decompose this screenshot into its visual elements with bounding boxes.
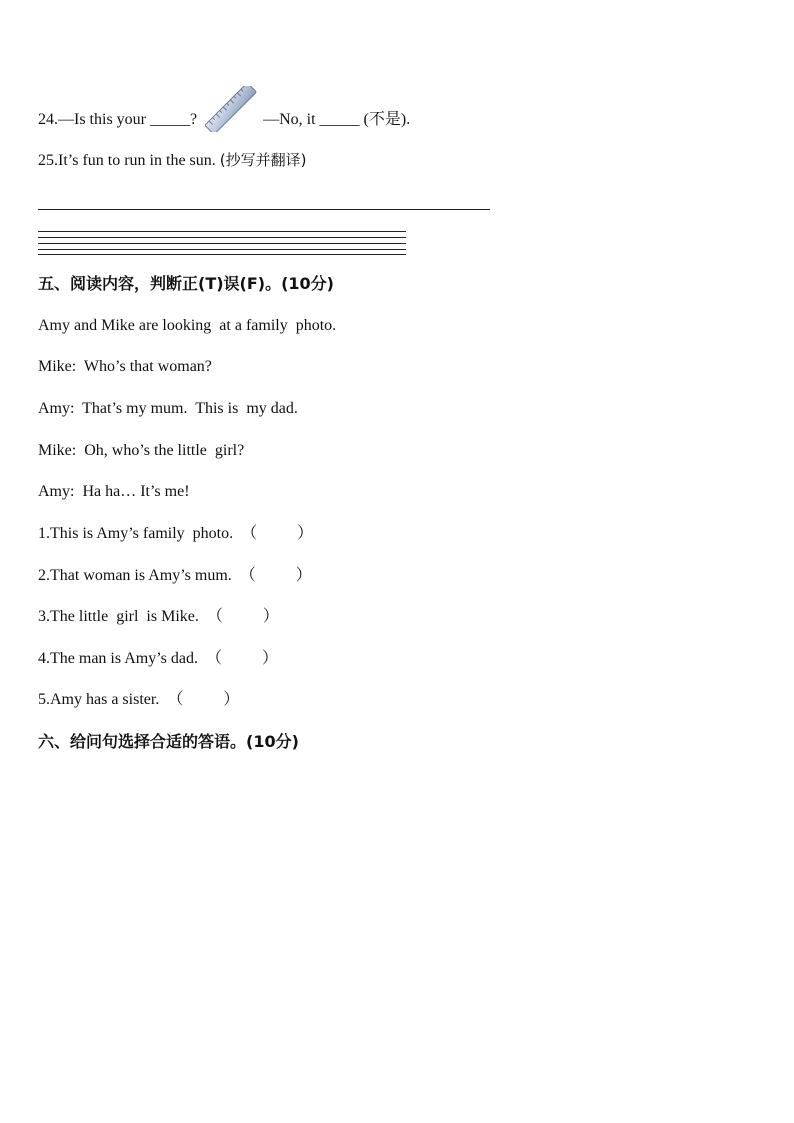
answer-blank[interactable]: （ ） bbox=[241, 525, 314, 542]
section-6-heading: 六、给问句选择合适的答语。(10分) bbox=[38, 732, 299, 751]
statement-2 bbox=[38, 566, 312, 586]
writing-line[interactable] bbox=[38, 209, 490, 210]
passage-line: Mike: Oh, who’s the little girl? bbox=[38, 442, 245, 459]
writing-line[interactable] bbox=[38, 243, 406, 244]
statement-text: 3.The little girl is Mike. bbox=[38, 608, 199, 625]
statement-3 bbox=[38, 607, 279, 627]
statement-text: 5.Amy has a sister. bbox=[38, 691, 160, 708]
passage-line: Amy and Mike are looking at a family photo. bbox=[38, 317, 337, 334]
statement-text: 2.That woman is Amy’s mum. bbox=[38, 567, 232, 584]
writing-line[interactable] bbox=[38, 231, 406, 232]
statement-1 bbox=[38, 524, 313, 544]
writing-line[interactable] bbox=[38, 249, 406, 250]
statement-text: 4.The man is Amy’s dad. bbox=[38, 650, 198, 667]
passage-line: Amy: Ha ha… It’s me! bbox=[38, 483, 190, 500]
answer-blank[interactable]: （ ） bbox=[206, 608, 279, 625]
section-5-heading: 五、阅读内容，判断正(T)误(F)。(10分) bbox=[38, 274, 334, 293]
question-24 bbox=[38, 110, 410, 130]
passage-line: Mike: Who’s that woman? bbox=[38, 358, 212, 375]
answer-blank[interactable]: （ ） bbox=[167, 691, 240, 708]
question-25-instruction: (抄写并翻译) bbox=[219, 151, 307, 169]
statement-5 bbox=[38, 690, 239, 710]
question-25 bbox=[38, 150, 306, 171]
question-24-prompt: 24.—Is this your _____? bbox=[38, 111, 198, 128]
statement-text: 1.This is Amy’s family photo. bbox=[38, 525, 234, 542]
passage-line: Amy: That’s my mum. This is my dad. bbox=[38, 400, 298, 417]
writing-line[interactable] bbox=[38, 237, 406, 238]
question-25-sentence: 25.It’s fun to run in the sun. bbox=[38, 152, 216, 169]
statement-4 bbox=[38, 649, 278, 669]
writing-line[interactable] bbox=[38, 254, 406, 255]
answer-blank[interactable]: （ ） bbox=[239, 567, 312, 584]
answer-blank[interactable]: （ ） bbox=[205, 650, 278, 667]
question-24-answer: —No, it _____ (不是). bbox=[263, 111, 411, 128]
